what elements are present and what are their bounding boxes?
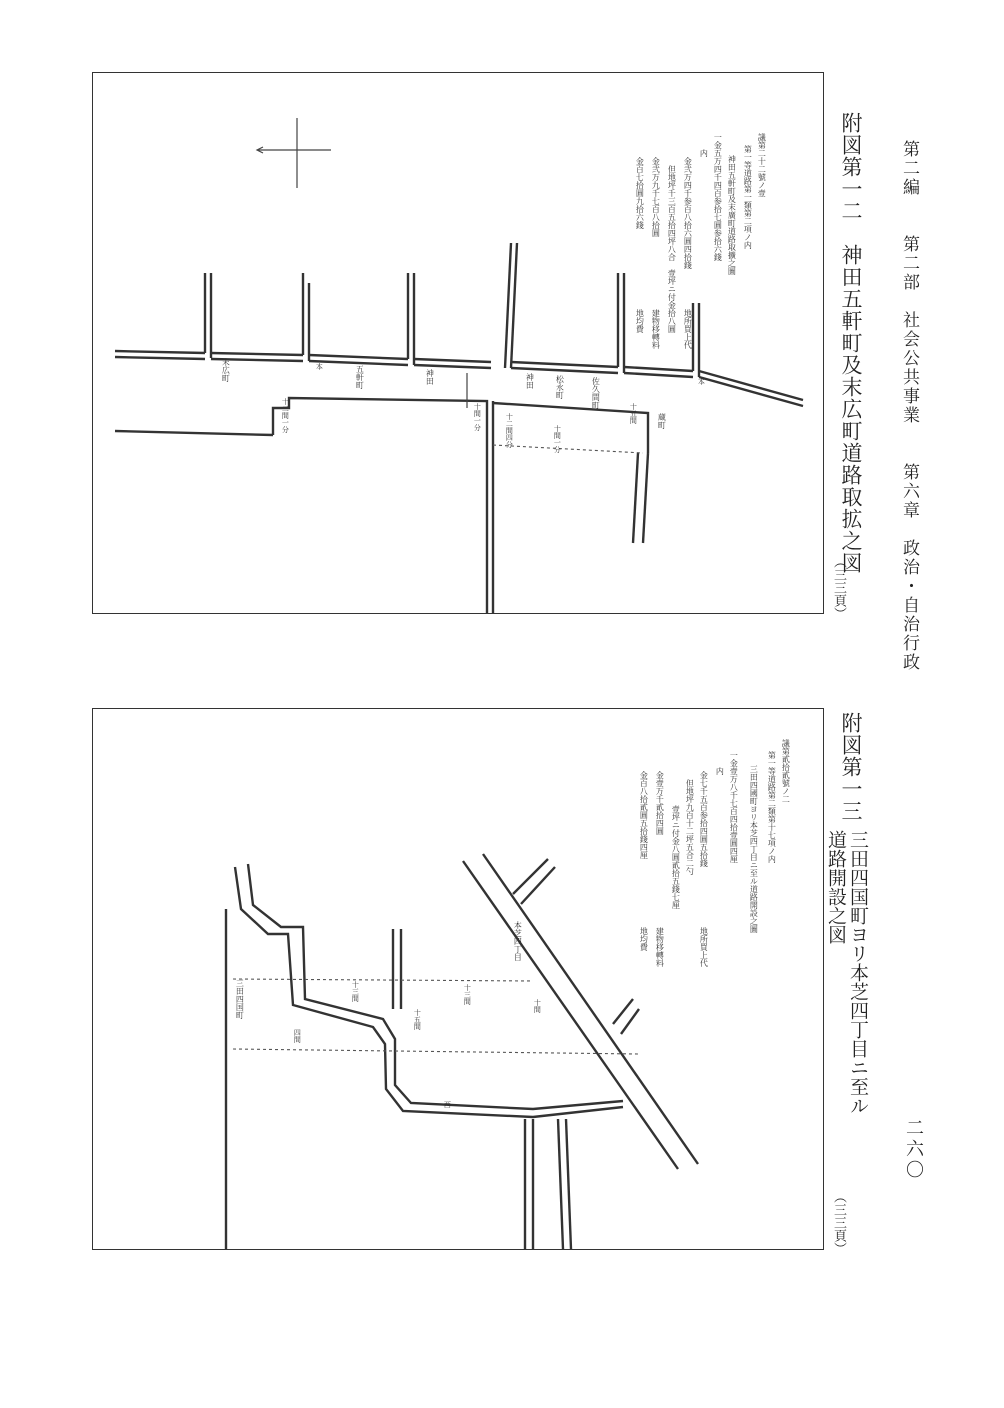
figure12-page-ref: （三三頁） xyxy=(831,555,846,620)
new-road-line xyxy=(493,445,643,453)
amount-line: 金弐万四千参百八拾六圓四拾錢 xyxy=(683,157,693,269)
width-label: 十五間 xyxy=(629,403,638,424)
doc-title: 議第二十二號ノ壹 xyxy=(757,133,767,197)
amount-line: 壹坪ニ付金八圓貳拾五錢七厘 xyxy=(671,805,681,909)
width-label: 十間一分 xyxy=(473,403,482,431)
doc-subject: 神田五軒町及末廣町道路取擴之圖 xyxy=(727,155,737,275)
doc-law: 第一等道路第一類第二項ノ内 xyxy=(743,145,753,249)
ken-label: 十間一分 xyxy=(553,425,562,453)
label-juu-go: 十五間 xyxy=(413,1009,422,1030)
label-hon-shiba: 本芝四丁目 xyxy=(513,921,523,961)
doc-law: 第一等道路第二類第十七項ノ内 xyxy=(767,751,777,863)
amount-line: 但地坪九百十二坪五合二勺 xyxy=(685,779,695,875)
label-mita: 三田四国町 xyxy=(235,979,245,1019)
amount-item: 地所買上代 xyxy=(699,927,709,967)
page-number: 二六〇 xyxy=(903,1118,924,1181)
doc-title: 議第貳拾貳號ノ二 xyxy=(781,739,791,803)
doc-uchi: 内 xyxy=(699,149,709,157)
figure13-caption-main: 附図第一三 xyxy=(839,712,863,822)
amount-item: 地均費 xyxy=(635,309,645,333)
label-moto-kura: 蔵町 xyxy=(657,413,667,429)
figure13-map xyxy=(93,709,823,1249)
label-hon: 本 xyxy=(697,378,706,385)
figure13-page-ref: （三三頁） xyxy=(831,1190,846,1255)
label-suehiro: 末広町 xyxy=(221,358,231,382)
amount-item: 地所買上代 xyxy=(683,309,693,349)
amount-item: 建物移轉料 xyxy=(655,927,665,967)
road-label: 十間 xyxy=(533,999,542,1013)
label-kanda-right: 神田 xyxy=(525,373,535,389)
amount-line: 金百七拾圓九拾六錢 xyxy=(635,157,645,229)
doc-subject: 三田四國町ヨリ本芝四丁目ニ至ル道路開設之圖 xyxy=(749,765,759,933)
figure12-caption: 附図第一二 神田五軒町及末広町道路取拡之図 xyxy=(839,112,863,574)
label-juu-san: 十三間 xyxy=(351,981,360,1002)
label-kanda: 神田 xyxy=(425,369,435,385)
amount-line: 金百八拾貳圓五拾錢四厘 xyxy=(639,771,649,859)
figure13-caption-sub2: 道路開設之図 xyxy=(825,830,847,944)
figure13-frame xyxy=(92,708,824,1250)
road-label: 四間 xyxy=(293,1029,302,1043)
label-sakuma: 佐久間町 xyxy=(591,377,601,409)
doc-total: 一金壹万八千七百四拾壹圓四厘 xyxy=(729,751,739,863)
label-matsunaga: 松永町 xyxy=(555,375,565,399)
road-label: 十三間 xyxy=(463,984,472,1005)
width-label: 十二間四分 xyxy=(505,413,514,448)
section-header: 第二編 第二部 社会公共事業 第六章 政治・自治行政 xyxy=(899,140,919,672)
label-nishi: 西 xyxy=(443,1101,452,1108)
figure12-frame xyxy=(92,72,824,614)
amount-line: 金壹万千貳拾四圓 xyxy=(655,771,665,835)
amount-line: 金七千五百参拾四圓五拾錢 xyxy=(699,771,709,867)
width-label: 十二間一分 xyxy=(281,398,290,433)
label-gokencho: 五軒町 xyxy=(355,365,365,389)
figure13-caption-sub1: 三田四国町ヨリ本芝四丁目ニ至ル xyxy=(847,830,869,1115)
amount-item: 地均費 xyxy=(639,927,649,951)
amount-line: 金弐万九千七百八拾圓 xyxy=(651,157,661,237)
amount-item: 建物移轉料 xyxy=(651,309,661,349)
label-moto: 本 xyxy=(315,363,324,370)
doc-total: 一金五万四千四百参拾七圓参拾六錢 xyxy=(713,133,723,261)
doc-uchi: 内 xyxy=(715,767,725,775)
amount-line: 但地坪千三百五拾四坪八合 壹坪ニ付金拾八圓 xyxy=(667,165,677,333)
